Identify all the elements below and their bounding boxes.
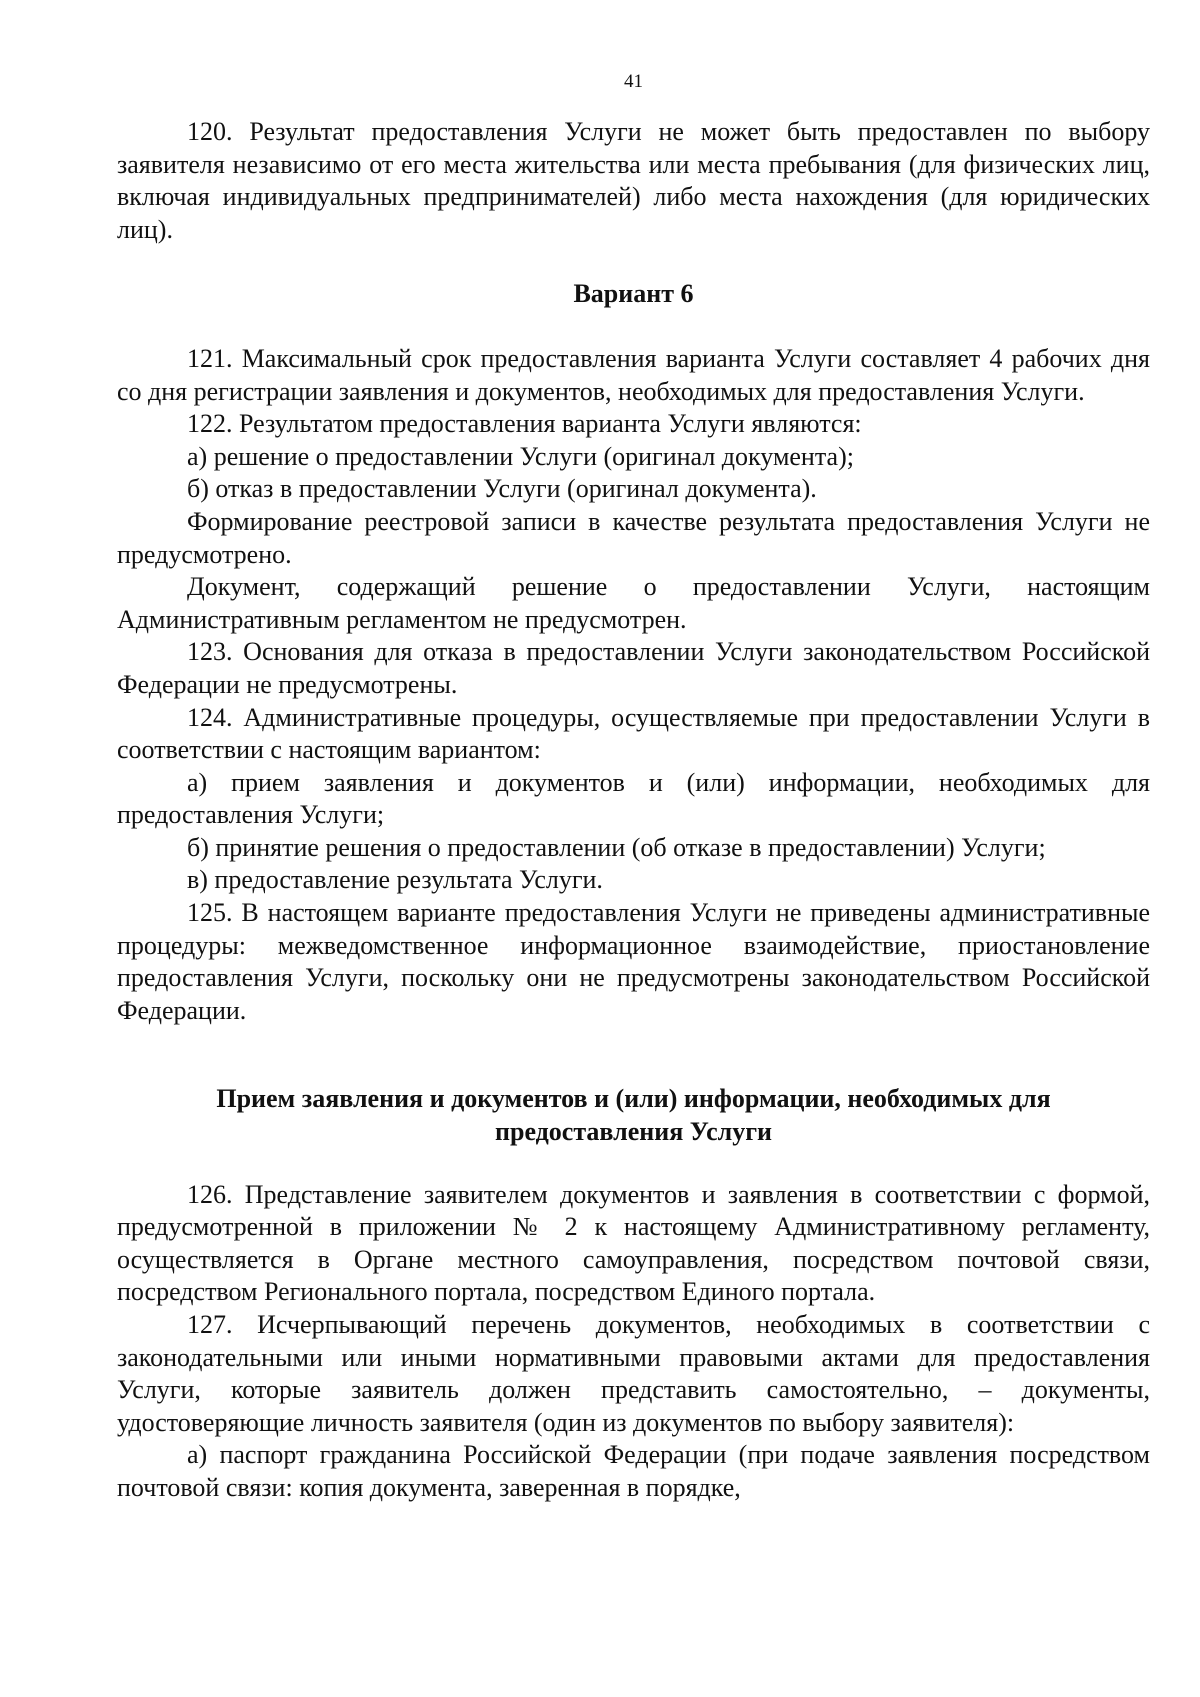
paragraph-registry-record: Формирование реестровой записи в качестве результата предоставления Услуги не предусмотрено.	[117, 506, 1150, 569]
heading-line-1: Прием заявления и документов и (или) информации, необходимых для	[216, 1084, 1051, 1114]
paragraph-122-b: б) отказ в предоставлении Услуги (оригинал документа).	[187, 474, 817, 504]
paragraph-123: 123. Основания для отказа в предоставлении Услуги законодательством Российской Федерации не предусмотрены.	[117, 637, 1150, 699]
paragraph-121: 121. Максимальный срок предоставления варианта Услуги составляет 4 рабочих дня со дня регистрации заявления и документов, необходимых для предоставления Услуги.	[117, 343, 1150, 406]
page-number: 41	[624, 71, 643, 92]
paragraph-124-c: в) предоставление результата Услуги.	[187, 865, 603, 895]
paragraph-125: 125. В настоящем варианте предоставления Услуги не приведены административные процедуры: межведомственное информационное взаимодействие, приостановление предоставления Услуги, поскольку они не предусмотрены законодательством Российской Федерации.	[117, 898, 1150, 1025]
paragraph-126: 126. Представление заявителем документов и заявления в соответствии с формой, предусмотренной в приложении № 2 к настоящему Административному регламенту, осуществляется в Органе местного самоуправления, посредством почтовой связи, посредством Регионального портала, посредством Единого портала.	[117, 1179, 1150, 1307]
paragraph-127: 127. Исчерпывающий перечень документов, необходимых в соответствии с законодательными или иными нормативными правовыми актами для предоставления Услуги, которые заявитель должен представить самостоятельно, – документы, удостоверяющие личность заявителя (один из документов по выбору заявителя):	[117, 1310, 1150, 1437]
paragraph-124-a: а) прием заявления и документов и (или) информации, необходимых для предоставления Услуги;	[117, 767, 1150, 830]
heading-application-reception	[117, 1083, 1150, 1148]
paragraph-127-a: а) паспорт гражданина Российской Федерации (при подаче заявления посредством почтовой связи: копия документа, заверенная в порядке,	[117, 1440, 1150, 1502]
paragraph-124: 124. Административные процедуры, осуществляемые при предоставлении Услуги в соответствии с настоящим вариантом:	[117, 702, 1150, 765]
heading-line-2: предоставления Услуги	[495, 1117, 772, 1147]
paragraph-122: 122. Результатом предоставления варианта Услуги являются:	[187, 409, 862, 439]
heading-variant-6: Вариант 6	[573, 279, 694, 309]
paragraph-document-decision: Документ, содержащий решение о предоставлении Услуги, настоящим Административным регламентом не предусмотрен.	[117, 572, 1150, 634]
paragraph-124-b: б) принятие решения о предоставлении (об отказе в предоставлении) Услуги;	[187, 832, 1046, 862]
paragraph-122-a: а) решение о предоставлении Услуги (оригинал документа);	[187, 441, 854, 471]
paragraph-120: 120. Результат предоставления Услуги не может быть предоставлен по выбору заявителя независимо от его места жительства или места пребывания (для физических лиц, включая индивидуальных предпринимателей) либо места нахождения (для юридических лиц).	[117, 117, 1150, 244]
document-page	[117, 60, 1150, 1505]
